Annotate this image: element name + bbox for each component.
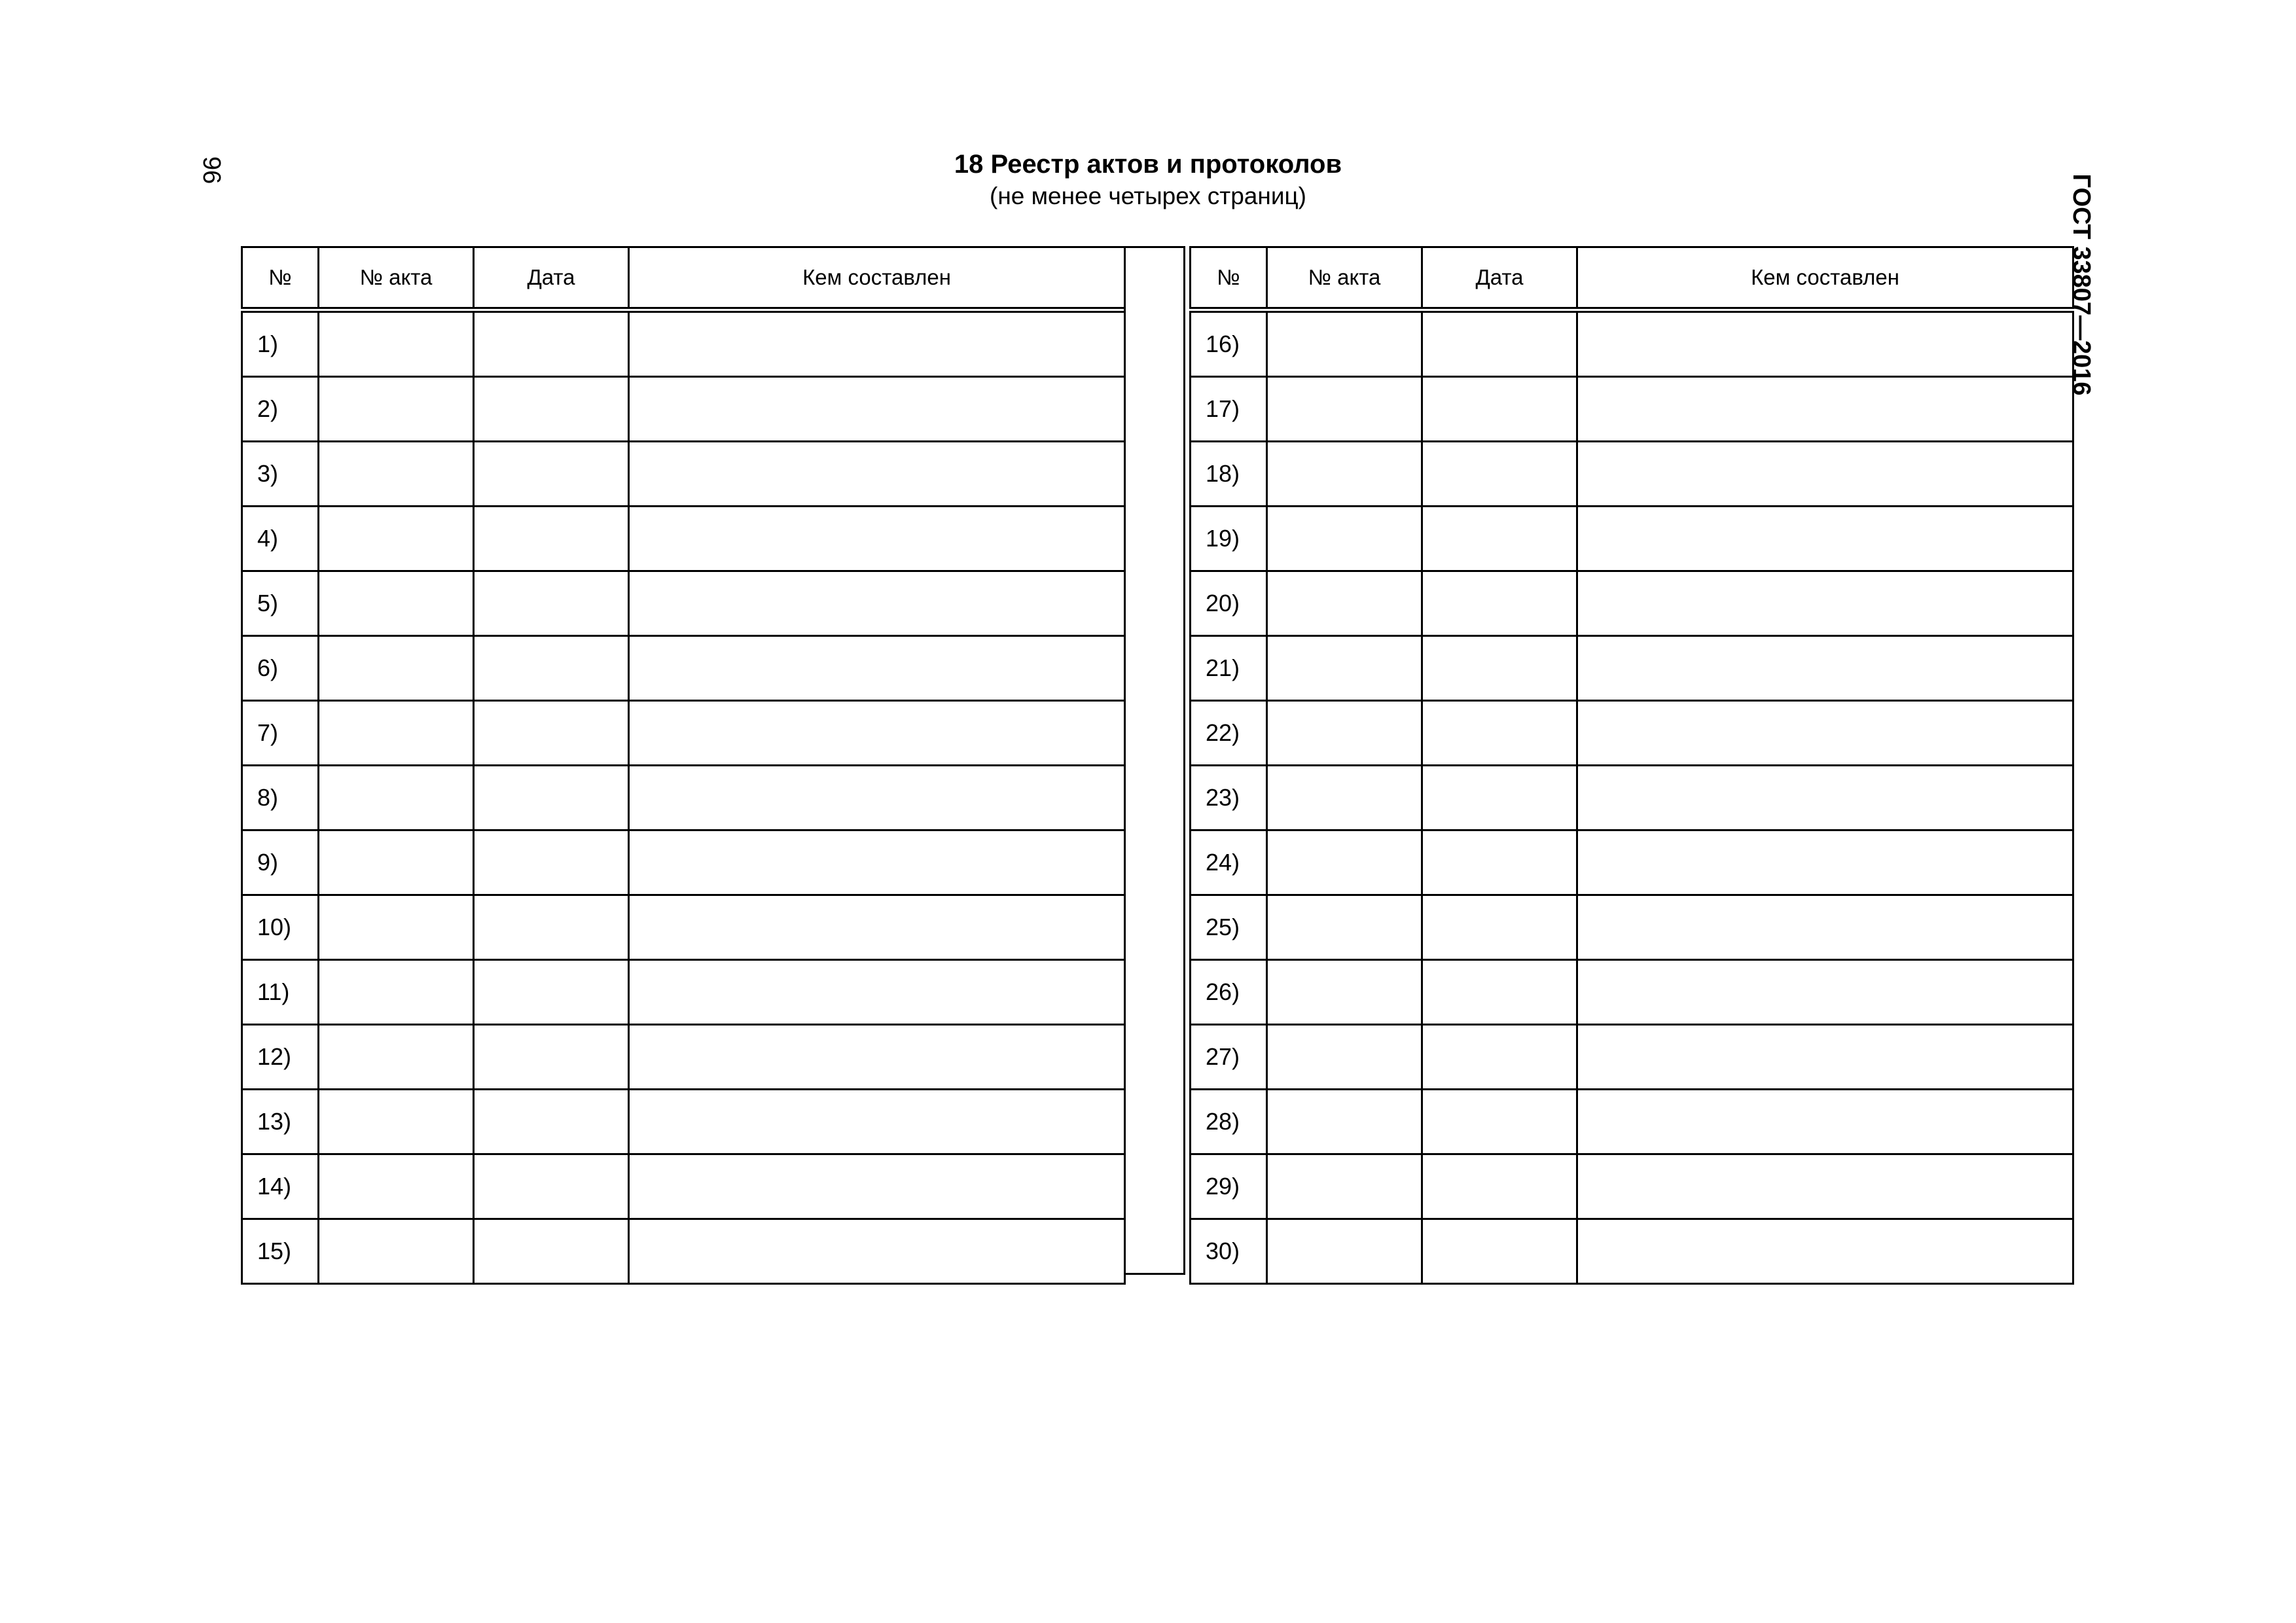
header-row — [242, 247, 1125, 310]
row-number: 25) — [1191, 895, 1267, 960]
date-cell[interactable] — [1422, 960, 1577, 1025]
table-row — [1191, 442, 2073, 507]
compiled-by-cell[interactable] — [629, 830, 1125, 895]
table-row — [242, 1090, 1125, 1154]
row-number: 9) — [242, 830, 319, 895]
date-cell[interactable] — [474, 507, 629, 571]
date-cell[interactable] — [474, 1154, 629, 1219]
act-number-cell[interactable] — [319, 1219, 474, 1284]
row-number: 20) — [1191, 571, 1267, 636]
compiled-by-cell[interactable] — [629, 442, 1125, 507]
act-number-cell[interactable] — [1267, 895, 1422, 960]
compiled-by-cell[interactable] — [1577, 636, 2073, 701]
row-number: 19) — [1191, 507, 1267, 571]
table-row — [1191, 507, 2073, 571]
act-number-cell[interactable] — [1267, 1025, 1422, 1090]
header-act-number: № акта — [319, 247, 474, 310]
table-row — [1191, 377, 2073, 442]
act-number-cell[interactable] — [1267, 507, 1422, 571]
header-date: Дата — [474, 247, 629, 310]
table-row — [242, 310, 1125, 377]
table-row — [242, 1025, 1125, 1090]
act-number-cell[interactable] — [319, 1025, 474, 1090]
row-number: 16) — [1191, 310, 1267, 377]
date-cell[interactable] — [474, 1025, 629, 1090]
act-number-cell[interactable] — [1267, 701, 1422, 766]
row-number: 24) — [1191, 830, 1267, 895]
table-row — [1191, 571, 2073, 636]
section-title: 18 Реестр актов и протоколов — [954, 150, 1342, 179]
row-number: 12) — [242, 1025, 319, 1090]
table-row — [1191, 960, 2073, 1025]
act-number-cell[interactable] — [1267, 377, 1422, 442]
act-number-cell[interactable] — [1267, 1219, 1422, 1284]
register-table-right — [1189, 246, 2074, 1285]
row-number: 18) — [1191, 442, 1267, 507]
compiled-by-cell[interactable] — [629, 895, 1125, 960]
act-number-cell[interactable] — [319, 310, 474, 377]
table-row — [242, 1154, 1125, 1219]
header-compiled-by: Кем составлен — [629, 247, 1125, 310]
row-number: 1) — [242, 310, 319, 377]
compiled-by-cell[interactable] — [629, 1219, 1125, 1284]
compiled-by-cell[interactable] — [1577, 960, 2073, 1025]
date-cell[interactable] — [1422, 442, 1577, 507]
compiled-by-cell[interactable] — [629, 1090, 1125, 1154]
header-date: Дата — [1422, 247, 1577, 310]
table-row — [1191, 830, 2073, 895]
standard-designation: ГОСТ 33807—2016 — [2068, 173, 2095, 396]
act-number-cell[interactable] — [319, 830, 474, 895]
compiled-by-cell[interactable] — [629, 766, 1125, 830]
compiled-by-cell[interactable] — [1577, 507, 2073, 571]
compiled-by-cell[interactable] — [1577, 895, 2073, 960]
table-row — [242, 636, 1125, 701]
compiled-by-cell[interactable] — [1577, 1090, 2073, 1154]
header-number: № — [1191, 247, 1267, 310]
compiled-by-cell[interactable] — [1577, 1025, 2073, 1090]
table-row — [1191, 1154, 2073, 1219]
table-row — [1191, 766, 2073, 830]
table-row — [242, 1219, 1125, 1284]
row-number: 21) — [1191, 636, 1267, 701]
compiled-by-cell[interactable] — [629, 701, 1125, 766]
register-rows-right — [1191, 310, 2073, 1284]
row-number: 13) — [242, 1090, 319, 1154]
date-cell[interactable] — [1422, 701, 1577, 766]
header-compiled-by: Кем составлен — [1577, 247, 2073, 310]
table-row — [242, 960, 1125, 1025]
header-act-number: № акта — [1267, 247, 1422, 310]
compiled-by-cell[interactable] — [629, 636, 1125, 701]
row-number: 23) — [1191, 766, 1267, 830]
date-cell[interactable] — [474, 895, 629, 960]
act-number-cell[interactable] — [1267, 830, 1422, 895]
compiled-by-cell[interactable] — [629, 310, 1125, 377]
act-number-cell[interactable] — [319, 636, 474, 701]
date-cell[interactable] — [1422, 1154, 1577, 1219]
compiled-by-cell[interactable] — [1577, 830, 2073, 895]
compiled-by-cell[interactable] — [1577, 701, 2073, 766]
table-gutter — [1124, 246, 1185, 1275]
act-number-cell[interactable] — [1267, 310, 1422, 377]
act-number-cell[interactable] — [1267, 442, 1422, 507]
row-number: 4) — [242, 507, 319, 571]
row-number: 10) — [242, 895, 319, 960]
act-number-cell[interactable] — [319, 571, 474, 636]
row-number: 8) — [242, 766, 319, 830]
table-row — [1191, 1090, 2073, 1154]
date-cell[interactable] — [474, 442, 629, 507]
act-number-cell[interactable] — [319, 442, 474, 507]
table-row — [242, 377, 1125, 442]
compiled-by-cell[interactable] — [1577, 1219, 2073, 1284]
row-number: 29) — [1191, 1154, 1267, 1219]
header-number: № — [242, 247, 319, 310]
act-number-cell[interactable] — [319, 701, 474, 766]
date-cell[interactable] — [1422, 571, 1577, 636]
act-number-cell[interactable] — [1267, 766, 1422, 830]
row-number: 5) — [242, 571, 319, 636]
date-cell[interactable] — [474, 377, 629, 442]
row-number: 6) — [242, 636, 319, 701]
compiled-by-cell[interactable] — [629, 377, 1125, 442]
row-number: 22) — [1191, 701, 1267, 766]
act-number-cell[interactable] — [1267, 1154, 1422, 1219]
date-cell[interactable] — [1422, 1025, 1577, 1090]
date-cell[interactable] — [1422, 830, 1577, 895]
table-row — [1191, 701, 2073, 766]
row-number: 3) — [242, 442, 319, 507]
date-cell[interactable] — [1422, 766, 1577, 830]
date-cell[interactable] — [474, 636, 629, 701]
compiled-by-cell[interactable] — [629, 960, 1125, 1025]
table-row — [1191, 1025, 2073, 1090]
compiled-by-cell[interactable] — [629, 1154, 1125, 1219]
compiled-by-cell[interactable] — [1577, 766, 2073, 830]
table-row — [242, 766, 1125, 830]
row-number: 14) — [242, 1154, 319, 1219]
register-rows-left — [242, 310, 1125, 1284]
section-subtitle: (не менее четырех страниц) — [990, 183, 1306, 209]
date-cell[interactable] — [1422, 895, 1577, 960]
row-number: 2) — [242, 377, 319, 442]
table-row — [242, 571, 1125, 636]
act-number-cell[interactable] — [1267, 1090, 1422, 1154]
date-cell[interactable] — [474, 701, 629, 766]
date-cell[interactable] — [474, 1090, 629, 1154]
compiled-by-cell[interactable] — [1577, 442, 2073, 507]
row-number: 27) — [1191, 1025, 1267, 1090]
register-table-left — [241, 246, 1126, 1285]
act-number-cell[interactable] — [1267, 636, 1422, 701]
date-cell[interactable] — [474, 960, 629, 1025]
compiled-by-cell[interactable] — [629, 507, 1125, 571]
act-number-cell[interactable] — [319, 1090, 474, 1154]
date-cell[interactable] — [474, 1219, 629, 1284]
compiled-by-cell[interactable] — [629, 571, 1125, 636]
row-number: 7) — [242, 701, 319, 766]
date-cell[interactable] — [1422, 1090, 1577, 1154]
date-cell[interactable] — [474, 571, 629, 636]
row-number: 17) — [1191, 377, 1267, 442]
table-row — [242, 442, 1125, 507]
date-cell[interactable] — [1422, 507, 1577, 571]
date-cell[interactable] — [1422, 636, 1577, 701]
act-number-cell[interactable] — [319, 377, 474, 442]
act-number-cell[interactable] — [319, 507, 474, 571]
compiled-by-cell[interactable] — [1577, 571, 2073, 636]
page-number: 96 — [198, 156, 225, 185]
table-row — [242, 507, 1125, 571]
table-row — [1191, 1219, 2073, 1284]
compiled-by-cell[interactable] — [1577, 377, 2073, 442]
compiled-by-cell[interactable] — [1577, 310, 2073, 377]
table-row — [1191, 310, 2073, 377]
table-row — [242, 830, 1125, 895]
date-cell[interactable] — [1422, 1219, 1577, 1284]
header-row — [1191, 247, 2073, 310]
table-row — [1191, 636, 2073, 701]
date-cell[interactable] — [1422, 310, 1577, 377]
row-number: 15) — [242, 1219, 319, 1284]
date-cell[interactable] — [1422, 377, 1577, 442]
act-number-cell[interactable] — [1267, 960, 1422, 1025]
date-cell[interactable] — [474, 766, 629, 830]
table-row — [1191, 895, 2073, 960]
row-number: 28) — [1191, 1090, 1267, 1154]
act-number-cell[interactable] — [319, 960, 474, 1025]
row-number: 26) — [1191, 960, 1267, 1025]
date-cell[interactable] — [474, 310, 629, 377]
date-cell[interactable] — [474, 830, 629, 895]
compiled-by-cell[interactable] — [1577, 1154, 2073, 1219]
act-number-cell[interactable] — [319, 895, 474, 960]
row-number: 11) — [242, 960, 319, 1025]
table-row — [242, 895, 1125, 960]
act-number-cell[interactable] — [319, 1154, 474, 1219]
compiled-by-cell[interactable] — [629, 1025, 1125, 1090]
table-row — [242, 701, 1125, 766]
act-number-cell[interactable] — [319, 766, 474, 830]
row-number: 30) — [1191, 1219, 1267, 1284]
act-number-cell[interactable] — [1267, 571, 1422, 636]
